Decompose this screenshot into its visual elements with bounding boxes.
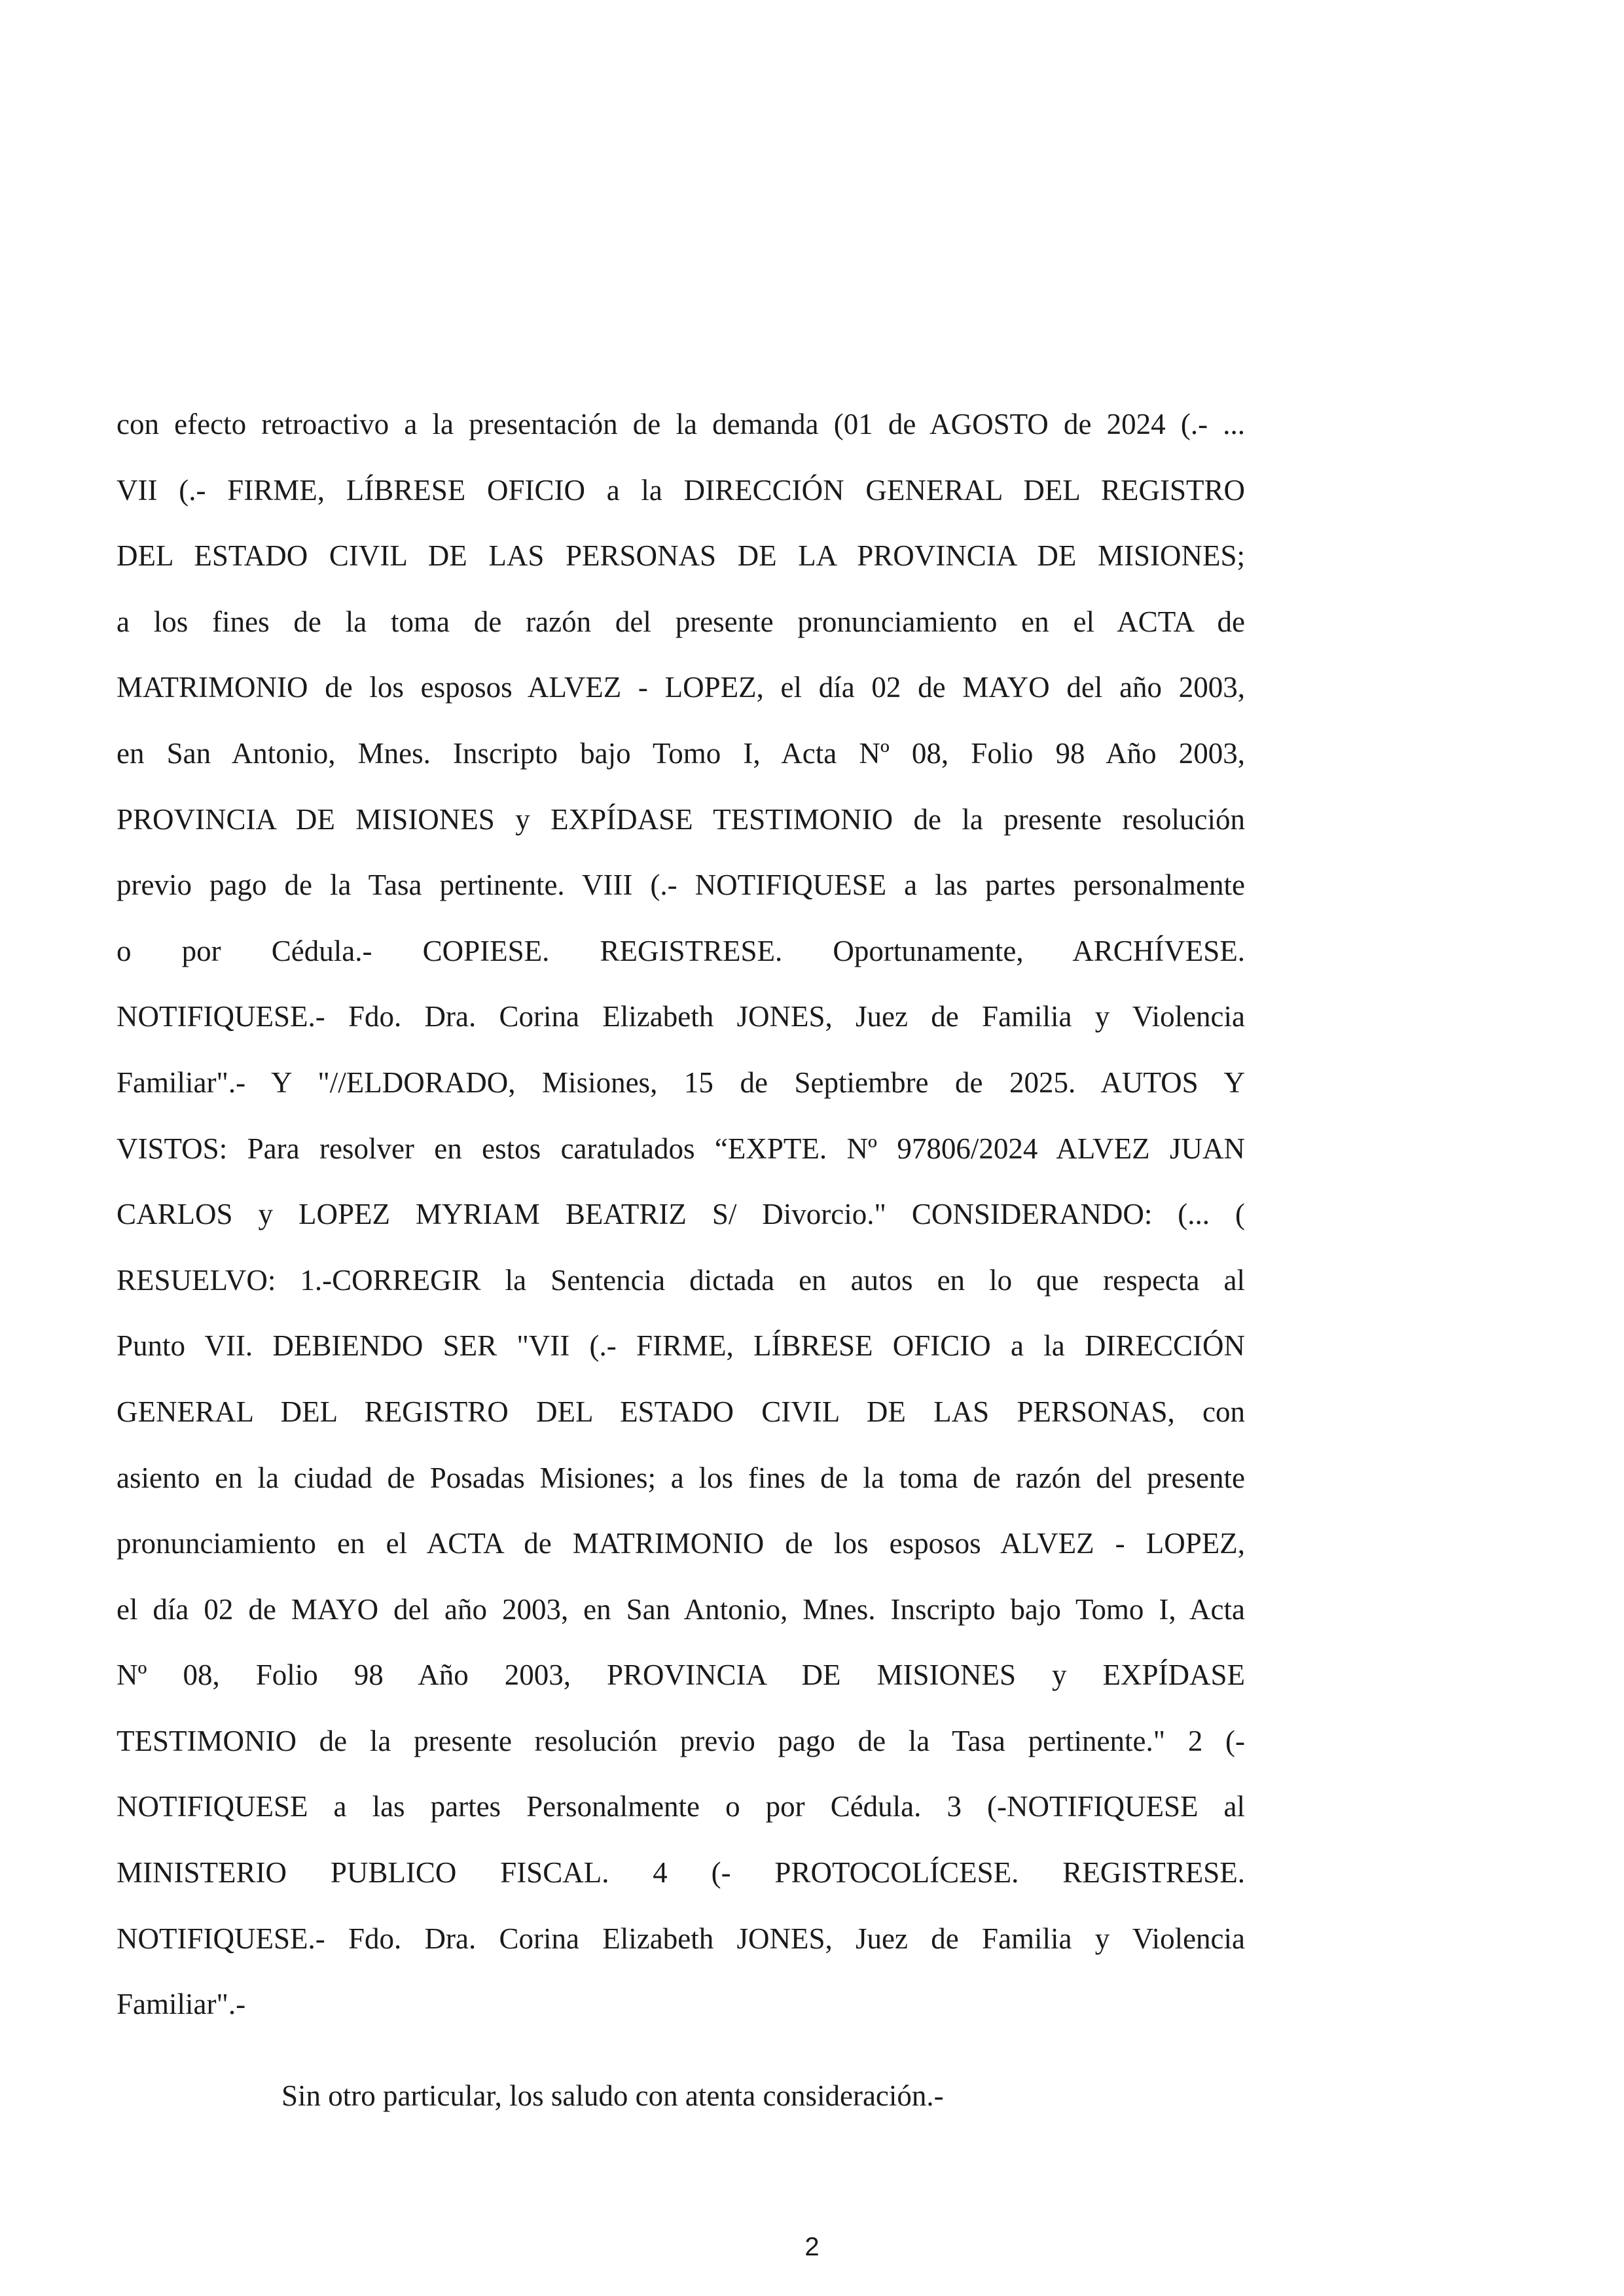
body-line: CARLOS y LOPEZ MYRIAM BEATRIZ S/ Divorcio." CONSIDERANDO: (... ( (117, 1198, 1245, 1231)
body-line: previo pago de la Tasa pertinente. VIII (.- NOTIFIQUESE a las partes personalmente (117, 869, 1245, 902)
body-line: Punto VII. DEBIENDO SER "VII (.- FIRME, LÍBRESE OFICIO a la DIRECCIÓN (117, 1329, 1245, 1363)
body-line: NOTIFIQUESE.- Fdo. Dra. Corina Elizabeth JONES, Juez de Familia y Violencia (117, 1922, 1245, 1955)
body-line: VII (.- FIRME, LÍBRESE OFICIO a la DIRECCIÓN GENERAL DEL REGISTRO (117, 473, 1245, 507)
body-line: pronunciamiento en el ACTA de MATRIMONIO de los esposos ALVEZ - LOPEZ, (117, 1527, 1245, 1560)
body-line: DEL ESTADO CIVIL DE LAS PERSONAS DE LA PROVINCIA DE MISIONES; (117, 539, 1245, 573)
body-line: NOTIFIQUESE a las partes Personalmente o por Cédula. 3 (-NOTIFIQUESE al (117, 1790, 1245, 1823)
body-line: GENERAL DEL REGISTRO DEL ESTADO CIVIL DE LAS PERSONAS, con (117, 1395, 1245, 1428)
body-line: el día 02 de MAYO del año 2003, en San Antonio, Mnes. Inscripto bajo Tomo I, Acta (117, 1592, 1245, 1626)
body-line: Familiar".- Y "//ELDORADO, Misiones, 15 de Septiembre de 2025. AUTOS Y (117, 1066, 1245, 1099)
body-line: Familiar".- (117, 1988, 246, 2021)
closing-salutation: Sin otro particular, los saludo con atenta consideración.- (281, 2079, 944, 2112)
body-line: RESUELVO: 1.-CORREGIR la Sentencia dictada en autos en lo que respecta al (117, 1263, 1245, 1297)
body-line: MINISTERIO PUBLICO FISCAL. 4 (- PROTOCOLÍCESE. REGISTRESE. (117, 1856, 1245, 1890)
body-line: NOTIFIQUESE.- Fdo. Dra. Corina Elizabeth JONES, Juez de Familia y Violencia (117, 1000, 1245, 1033)
page-number: 2 (804, 2233, 820, 2261)
body-line: asiento en la ciudad de Posadas Misiones; a los fines de la toma de razón del presente (117, 1461, 1245, 1494)
body-line: en San Antonio, Mnes. Inscripto bajo Tomo I, Acta Nº 08, Folio 98 Año 2003, (117, 736, 1245, 770)
body-line: Nº 08, Folio 98 Año 2003, PROVINCIA DE MISIONES y EXPÍDASE (117, 1659, 1245, 1692)
body-line: o por Cédula.- COPIESE. REGISTRESE. Oportunamente, ARCHÍVESE. (117, 934, 1245, 967)
body-line: PROVINCIA DE MISIONES y EXPÍDASE TESTIMONIO de la presente resolución (117, 802, 1245, 836)
body-line: con efecto retroactivo a la presentación de la demanda (01 de AGOSTO de 2024 (.- ... (117, 408, 1245, 440)
body-line: TESTIMONIO de la presente resolución previo pago de la Tasa pertinente." 2 (- (117, 1724, 1245, 1757)
body-line: VISTOS: Para resolver en estos caratulados “EXPTE. Nº 97806/2024 ALVEZ JUAN (117, 1132, 1245, 1165)
body-text (117, 391, 1245, 2037)
body-line: a los fines de la toma de razón del presente pronunciamiento en el ACTA de (117, 605, 1245, 638)
body-line: MATRIMONIO de los esposos ALVEZ - LOPEZ, el día 02 de MAYO del año 2003, (117, 671, 1245, 704)
